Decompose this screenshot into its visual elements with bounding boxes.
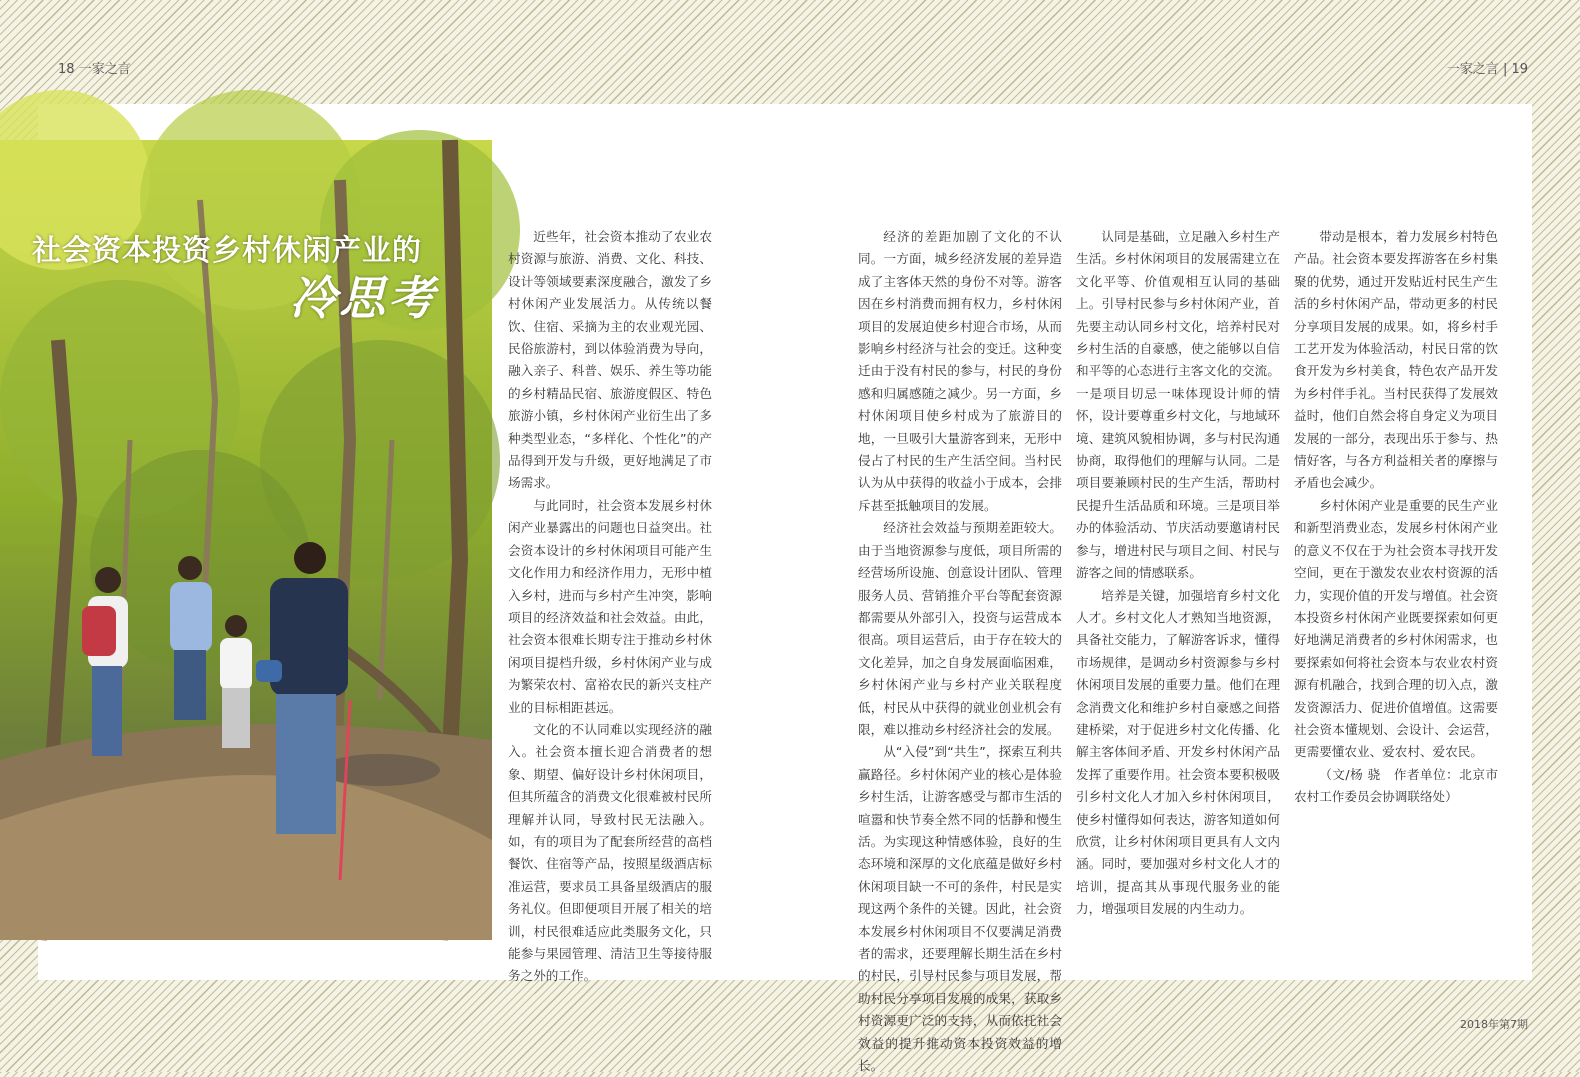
paragraph: 带动是根本，着力发展乡村特色产品。社会资本要发挥游客在乡村集聚的优势，通过开发贴近村民生产生活的乡村休闲产品，带动更多的村民分享项目发展的成果。如，将乡村手工艺开发为体验活动，村民日常的饮食开发为乡村美食，特色农产品开发为乡村伴手礼。当村民获得了发展效益时，他们自然会将自身定义为项目发展的一部分，表现出乐于参与、热情好客，与各方利益相关者的摩擦与矛盾也会减少。 <box>1294 229 1498 491</box>
paragraph: 经济的差距加剧了文化的不认同。一方面，城乡经济发展的差异造成了主客体天然的身份不对等。游客因在乡村消费而拥有权力，乡村休闲项目的发展迫使乡村迎合市场，从而影响乡村经济与社会的变迁。这种变迁由于没有村民的参与，村民的身份感和归属感随之减少。另一方面，乡村休闲项目使乡村成为了旅游目的地，一旦吸引大量游客到来，无形中侵占了村民的生产生活空间。当村民认为从中获得的收益小于成本，会排斥甚至抵触项目的发展。 <box>858 229 1062 513</box>
right-column-name: 一家之言 <box>1446 62 1499 77</box>
right-page-folio <box>1447 58 1528 77</box>
paragraph: 认同是基础，立足融入乡村生产生活。乡村休闲项目的发展需建立在文化平等、价值观相互认同的基础上。引导村民参与乡村休闲产业，首先要主动认同乡村文化，培养村民对乡村生活的自豪感，使之能够以自信和平等的心态进行主客文化的交流。一是项目切忌一味体现设计师的情怀，设计要尊重乡村文化，与地域环境、建筑风貌相协调，多与村民沟通协商，取得他们的理解与认同。二是项目要兼顾村民的生产生活，帮助村民提升生活品质和环境。三是项目举办的体验活动、节庆活动要邀请村民参与，增进村民与项目之间、村民与游客之间的情感联系。 <box>1076 229 1280 581</box>
body-column-1 <box>508 226 712 984</box>
article-title-line1: 社会资本投资乡村休闲产业的 <box>32 233 423 267</box>
paragraph: 文化的不认同难以实现经济的融入。社会资本擅长迎合消费者的想象、期望、偏好设计乡村休闲项目，但其所蕴含的消费文化很难被村民所理解并认同，导致村民无法融入。如，有的项目为了配套所经营的高档餐饮、住宿等产品，按照星级酒店标准运营，要求员工具备星级酒店的服务礼仪。但即便项目开展了相关的培训，村民很难适应此类服务文化，只能参与果园管理、清洁卫生等接待服务之外的工作。 <box>508 721 712 984</box>
right-page-number: 19 <box>1511 62 1528 77</box>
author-credit: （文/杨 骁 作者单位：北京市农村工作委员会协调联络处） <box>1294 766 1498 805</box>
paragraph: 培养是关键，加强培育乡村文化人才。乡村文化人才熟知当地资源，具备社交能力，了解游客诉求，懂得市场规律，是调动乡村资源参与乡村休闲项目发展的重要力量。他们在理念消费文化和维护乡村自豪感之间搭建桥梁，对于促进乡村文化传播、化解主客体间矛盾、开发乡村休闲产品发挥了重要作用。社会资本要积极吸引乡村文化人才加入乡村休闲项目，使乡村懂得如何表达，游客知道如何欣赏，让乡村休闲项目更具有人文内涵。同时，要加强对乡村文化人才的培训，提高其从事现代服务业的能力，增强项目发展的内生动力。 <box>1076 587 1280 917</box>
paragraph: 从“入侵”到“共生”，探索互利共赢路径。乡村休闲产业的核心是体验乡村生活，让游客感受与都市生活的喧嚣和快节奏全然不同的恬静和慢生活。为实现这种情感体验，良好的生态环境和深厚的文化底蕴是做好乡村休闲项目缺一不可的条件，村民是实现这两个条件的关键。因此，社会资本发展乡村休闲项目不仅要满足消费者的需求，还要理解长期生活在乡村的村民，引导村民参与项目发展，帮助村民分享项目发展的成果，获取乡村资源更广泛的支持，从而依托社会效益的提升推动资本投资效益的增长。 <box>858 744 1062 1074</box>
body-column-2 <box>858 226 1062 1074</box>
left-page-folio <box>58 58 131 77</box>
body-column-3 <box>1076 226 1280 946</box>
paragraph: 乡村休闲产业是重要的民生产业和新型消费业态，发展乡村休闲产业的意义不仅在于为社会资本寻找开发空间，更在于激发农业农村资源的活力，实现价值的开发与增值。社会资本投资乡村休闲产业既要探索如何更好地满足消费者的乡村休闲需求，也要探索如何将社会资本与农业农村资源有机融合，找到合理的切入点，激发资源活力、促进价值增值。这需要社会资本懂规划、会设计、会运营，更需要懂农业、爱农村、爱农民。 <box>1294 497 1498 760</box>
issue-number: 2018年第7期 <box>1460 1018 1528 1031</box>
left-column-name: 一家之言 <box>78 62 131 77</box>
left-page-number: 18 <box>58 62 75 77</box>
article-title-line2: 冷思考 <box>290 271 437 325</box>
paragraph: 与此同时，社会资本发展乡村休闲产业暴露出的问题也日益突出。社会资本设计的乡村休闲项目可能产生文化作用力和经济作用力，无形中植入乡村，进而与乡村产生冲突，影响项目的经济效益和社会效益。由此，社会资本很难长期专注于推动乡村休闲项目提档升级，乡村休闲产业与成为繁荣农村、富裕农民的新兴支柱产业的目标相距甚远。 <box>508 497 712 715</box>
folio-separator: | <box>1502 62 1512 77</box>
body-column-4 <box>1294 226 1498 946</box>
paragraph: 近些年，社会资本推动了农业农村资源与旅游、消费、文化、科技、设计等领域要素深度融合，激发了乡村休闲产业发展活力。从传统以餐饮、住宿、采摘为主的农业观光园、民俗旅游村，到以体验消费为导向，融入亲子、科普、娱乐、养生等功能的乡村精品民宿、旅游度假区、特色旅游小镇，乡村休闲产业衍生出了多种类型业态，“多样化、个性化”的产品得到开发与升级，更好地满足了市场需求。 <box>508 229 712 491</box>
paragraph: 经济社会效益与预期差距较大。由于当地资源参与度低，项目所需的经营场所设施、创意设计团队、管理服务人员、营销推介平台等配套资源都需要从外部引入，投资与运营成本很高。项目运营后，由于存在较大的文化差异，加之自身发展面临困难，乡村休闲产业与乡村产业关联程度低，村民从中获得的就业创业机会有限，难以推动乡村经济社会的发展。 <box>858 520 1062 737</box>
